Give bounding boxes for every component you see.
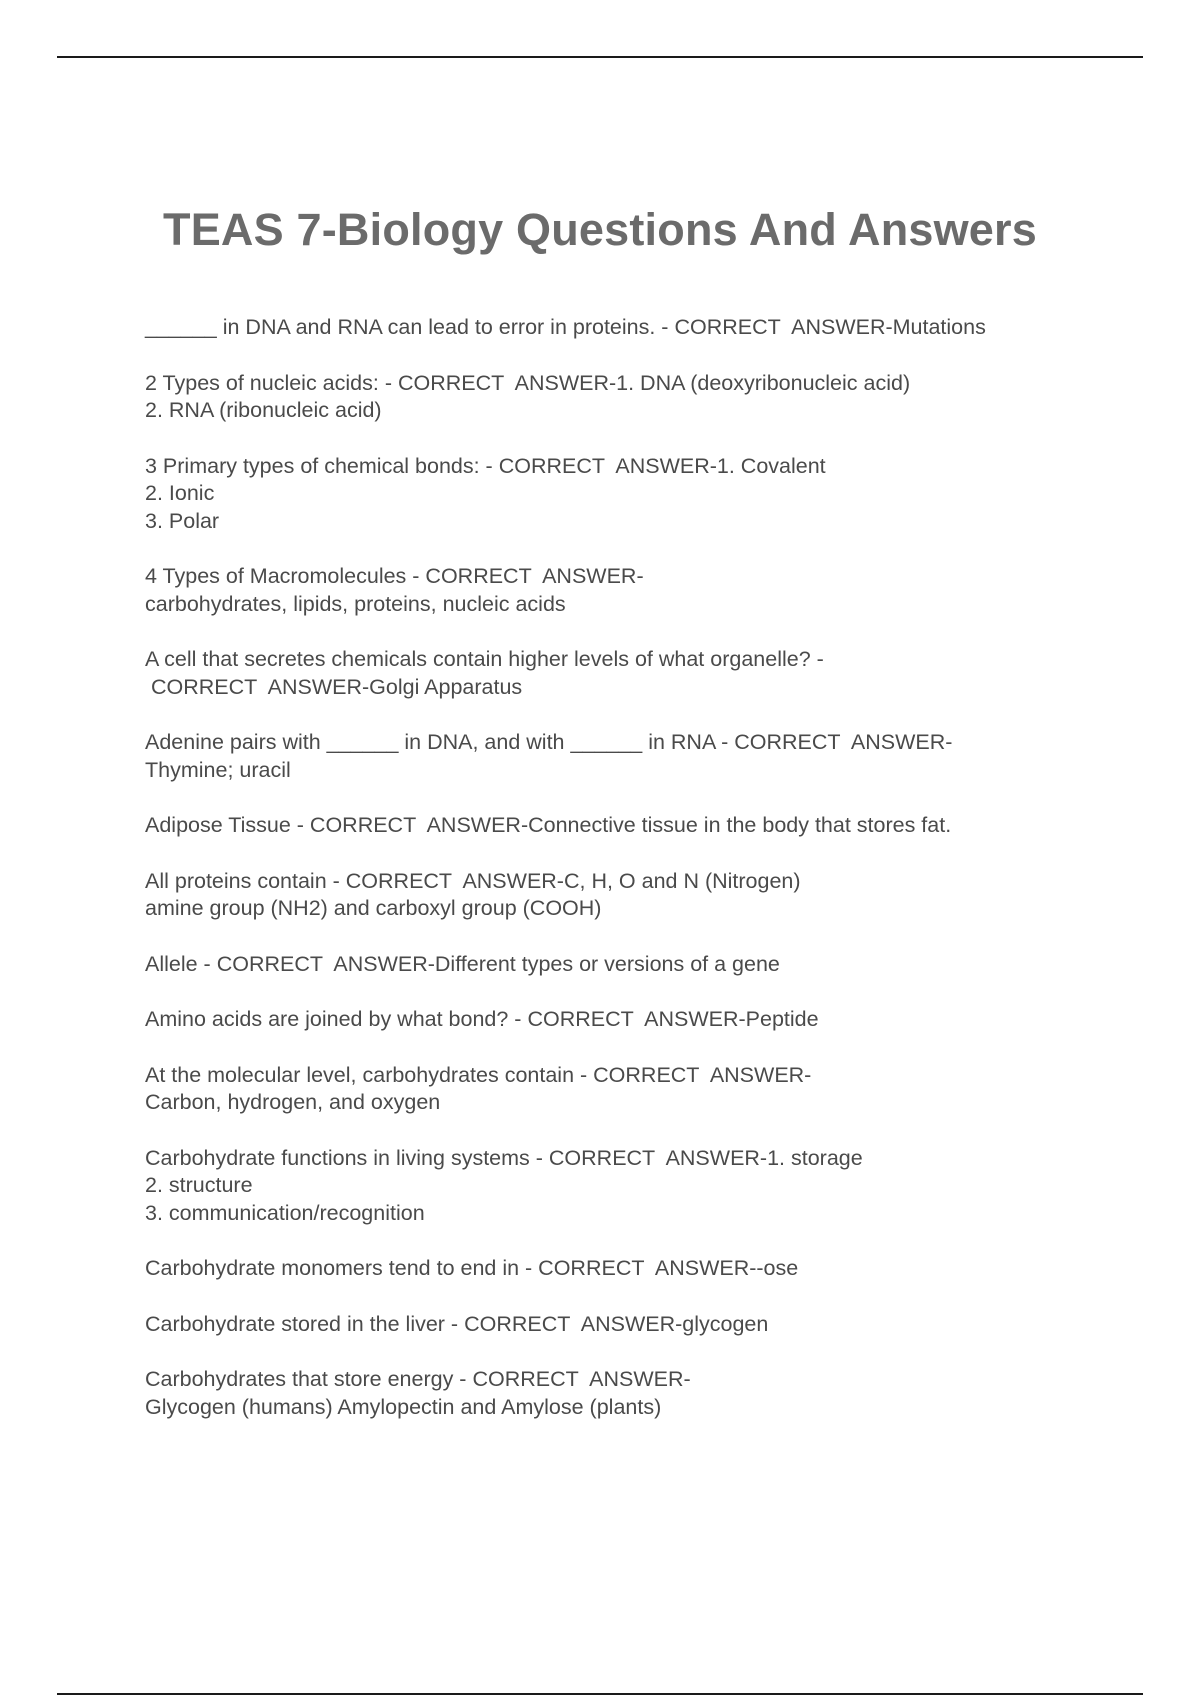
qa-item (145, 951, 1105, 979)
qa-line: Glycogen (humans) Amylopectin and Amylose (plants) (145, 1394, 662, 1419)
qa-line: Amino acids are joined by what bond? - CORRECT ANSWER-Peptide (145, 1007, 819, 1031)
qa-item (145, 563, 1105, 618)
qa-item (145, 646, 1105, 701)
top-divider (57, 56, 1143, 58)
qa-item (145, 453, 1105, 536)
qa-line: Carbohydrates that store energy - CORRECT ANSWER- (145, 1367, 691, 1391)
qa-line: Adenine pairs with ______ in DNA, and with ______ in RNA - CORRECT ANSWER- (145, 730, 953, 754)
qa-item (145, 812, 1105, 840)
qa-line: 3 Primary types of chemical bonds: - CORRECT ANSWER-1. Covalent (145, 453, 826, 478)
page-title: TEAS 7-Biology Questions And Answers (163, 204, 1037, 255)
qa-item (145, 1255, 1105, 1283)
qa-line: Carbohydrate monomers tend to end in - CORRECT ANSWER--ose (145, 1256, 799, 1280)
qa-line: Carbohydrate functions in living systems - CORRECT ANSWER-1. storage (145, 1145, 863, 1170)
qa-line: 4 Types of Macromolecules - CORRECT ANSWER- (145, 564, 644, 588)
qa-item (145, 1145, 1105, 1228)
qa-item (145, 314, 1105, 342)
qa-line: Adipose Tissue - CORRECT ANSWER-Connective tissue in the body that stores fat. (145, 813, 952, 837)
qa-line: 3. Polar (145, 508, 220, 533)
qa-item (145, 1366, 1105, 1421)
bottom-divider (57, 1693, 1143, 1695)
qa-line: Thymine; uracil (145, 757, 291, 782)
qa-line: 2. structure (145, 1173, 253, 1197)
qa-line: Carbohydrate stored in the liver - CORRECT ANSWER-glycogen (145, 1311, 769, 1336)
qa-item (145, 729, 1105, 784)
qa-line: 2. RNA (ribonucleic acid) (145, 398, 382, 422)
qa-list (145, 314, 1105, 1449)
qa-item (145, 1062, 1105, 1117)
qa-line: 2 Types of nucleic acids: - CORRECT ANSWER-1. DNA (deoxyribonucleic acid) (145, 370, 911, 395)
qa-line: amine group (NH2) and carboxyl group (COOH) (145, 896, 602, 920)
qa-line: A cell that secretes chemicals contain higher levels of what organelle? - (145, 647, 824, 671)
qa-item (145, 1311, 1105, 1339)
qa-line: Carbon, hydrogen, and oxygen (145, 1090, 441, 1114)
qa-line: carbohydrates, lipids, proteins, nucleic acids (145, 591, 566, 616)
qa-line: All proteins contain - CORRECT ANSWER-C, H, O and N (Nitrogen) (145, 868, 801, 893)
qa-item (145, 868, 1105, 923)
qa-line: ______ in DNA and RNA can lead to error in proteins. - CORRECT ANSWER-Mutations (145, 315, 986, 339)
qa-item (145, 1006, 1105, 1034)
qa-item (145, 370, 1105, 425)
qa-line: 3. communication/recognition (145, 1200, 425, 1225)
qa-line: At the molecular level, carbohydrates contain - CORRECT ANSWER- (145, 1062, 812, 1087)
qa-line: 2. Ionic (145, 481, 215, 505)
qa-line: Allele - CORRECT ANSWER-Different types or versions of a gene (145, 951, 780, 976)
qa-line: CORRECT ANSWER-Golgi Apparatus (145, 674, 523, 699)
